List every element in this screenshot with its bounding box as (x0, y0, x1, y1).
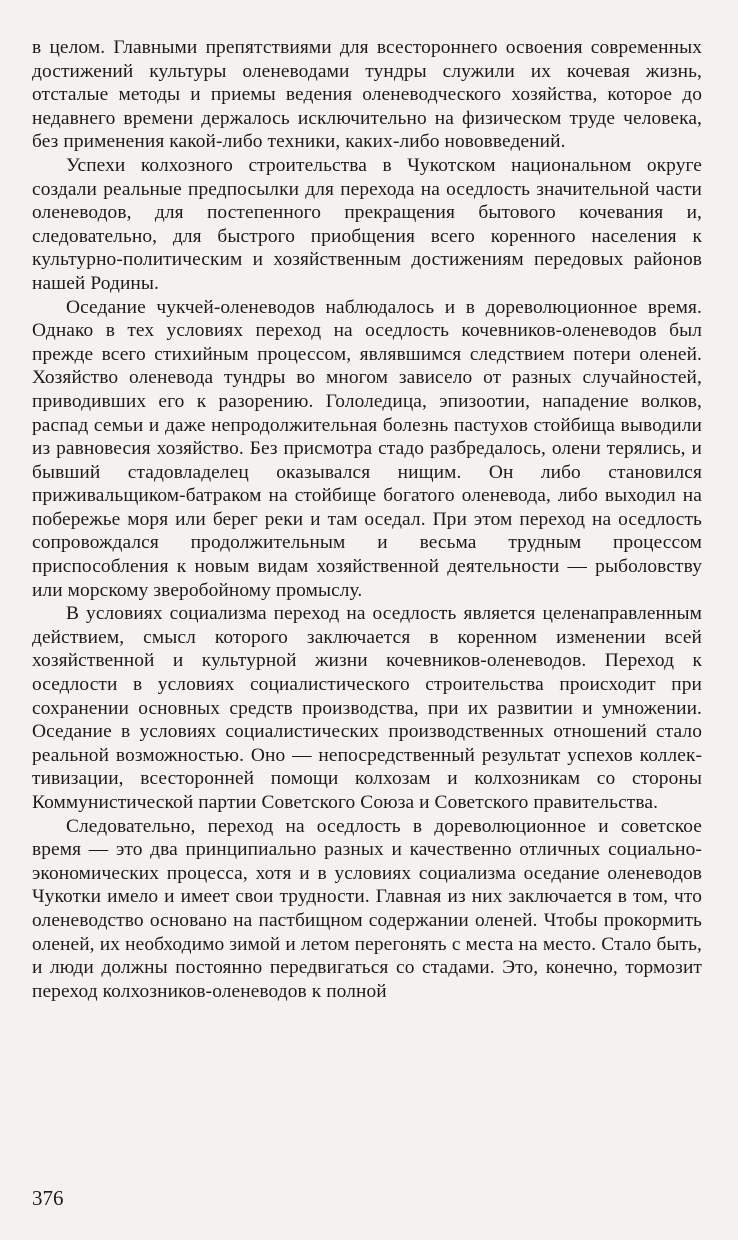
paragraph-3: Оседание чукчей-оленеводов наблюдалось и в дореволюционное время. Однако в тех условиях переход на оседлость кочевников-оленеводов был прежде всего стихийным процессом, являвшимся следствием потери оленей. Хозяйство оленевода тундры во многом зависело от разных случайностей, приводивших его к разорению. Гололедица, эпизоотии, нападение волков, распад семьи и даже непродолжительная болезнь пастухов стойбища выводили из равновесия хозяйство. Без присмотра стадо разбредалось, олени терялись, и бывший стадовладелец оказывался нищим. Он либо становился приживальщиком-батраком на стойбище богатого оленевода, либо выходил на побережье моря или берег реки и там оседал. При этом переход на оседлость сопровождался продолжительным и весьма трудным процессом приспособления к новым видам хозяйственной деятельности — рыболовству или морскому зверобойному промыслу. (32, 296, 702, 601)
paragraph-2: Успехи колхозного строительства в Чукотском национальном округе создали реальные предпосылки для перехода на оседлость значительной части оленеводов, для постепенного прекращения бытового кочевания и, следовательно, для быстрого приобщения всего коренного населения к культурно-политическим и хозяйственным достижениям передовых районов нашей Родины. (32, 154, 702, 294)
body-text (32, 36, 702, 1003)
paragraph-5: Следовательно, переход на оседлость в дореволюционное и советское время — это два принципиально разных и качественно отличных социально-экономических процесса, хотя и в условиях социализма оседание оленеводов Чукотки имело и имеет свои трудности. Главная из них заключается в том, что оленеводство основано на пастбищном содержании оленей. Чтобы прокормить оленей, их необходимо зимой и летом перегонять с места на место. Стало быть, и люди должны постоянно передвигаться со стадами. Это, конечно, тормозит переход колхозников-оленеводов к полной (32, 815, 702, 1002)
paragraph-4: В условиях социализма переход на оседлость является целенаправленным действием, смысл которого заключается в коренном изменении всей хозяйственной и культурной жизни кочевников-оленеводов. Переход к оседлости в условиях социалистического строительства происходит при сохранении основных средств производства, при их развитии и умножении. Оседание в условиях социалистических производственных отношений стало реальной возможностью. Оно — непосредственный результат успехов коллективизации, всесторонней помощи колхозам и колхозникам со стороны Коммунистической партии Советского Союза и Советского правительства. (32, 603, 702, 813)
page-number: 376 (32, 1186, 64, 1210)
paragraph-1: в целом. Главными препятствиями для всестороннего освоения современных достижений культуры оленеводами тундры служили их кочевая жизнь, отсталые методы и приемы ведения оленеводческого хозяйства, которое до недавнего времени держалось исключительно на физическом труде человека, без применения какой-либо техники, каких-либо нововведений. (32, 37, 702, 153)
